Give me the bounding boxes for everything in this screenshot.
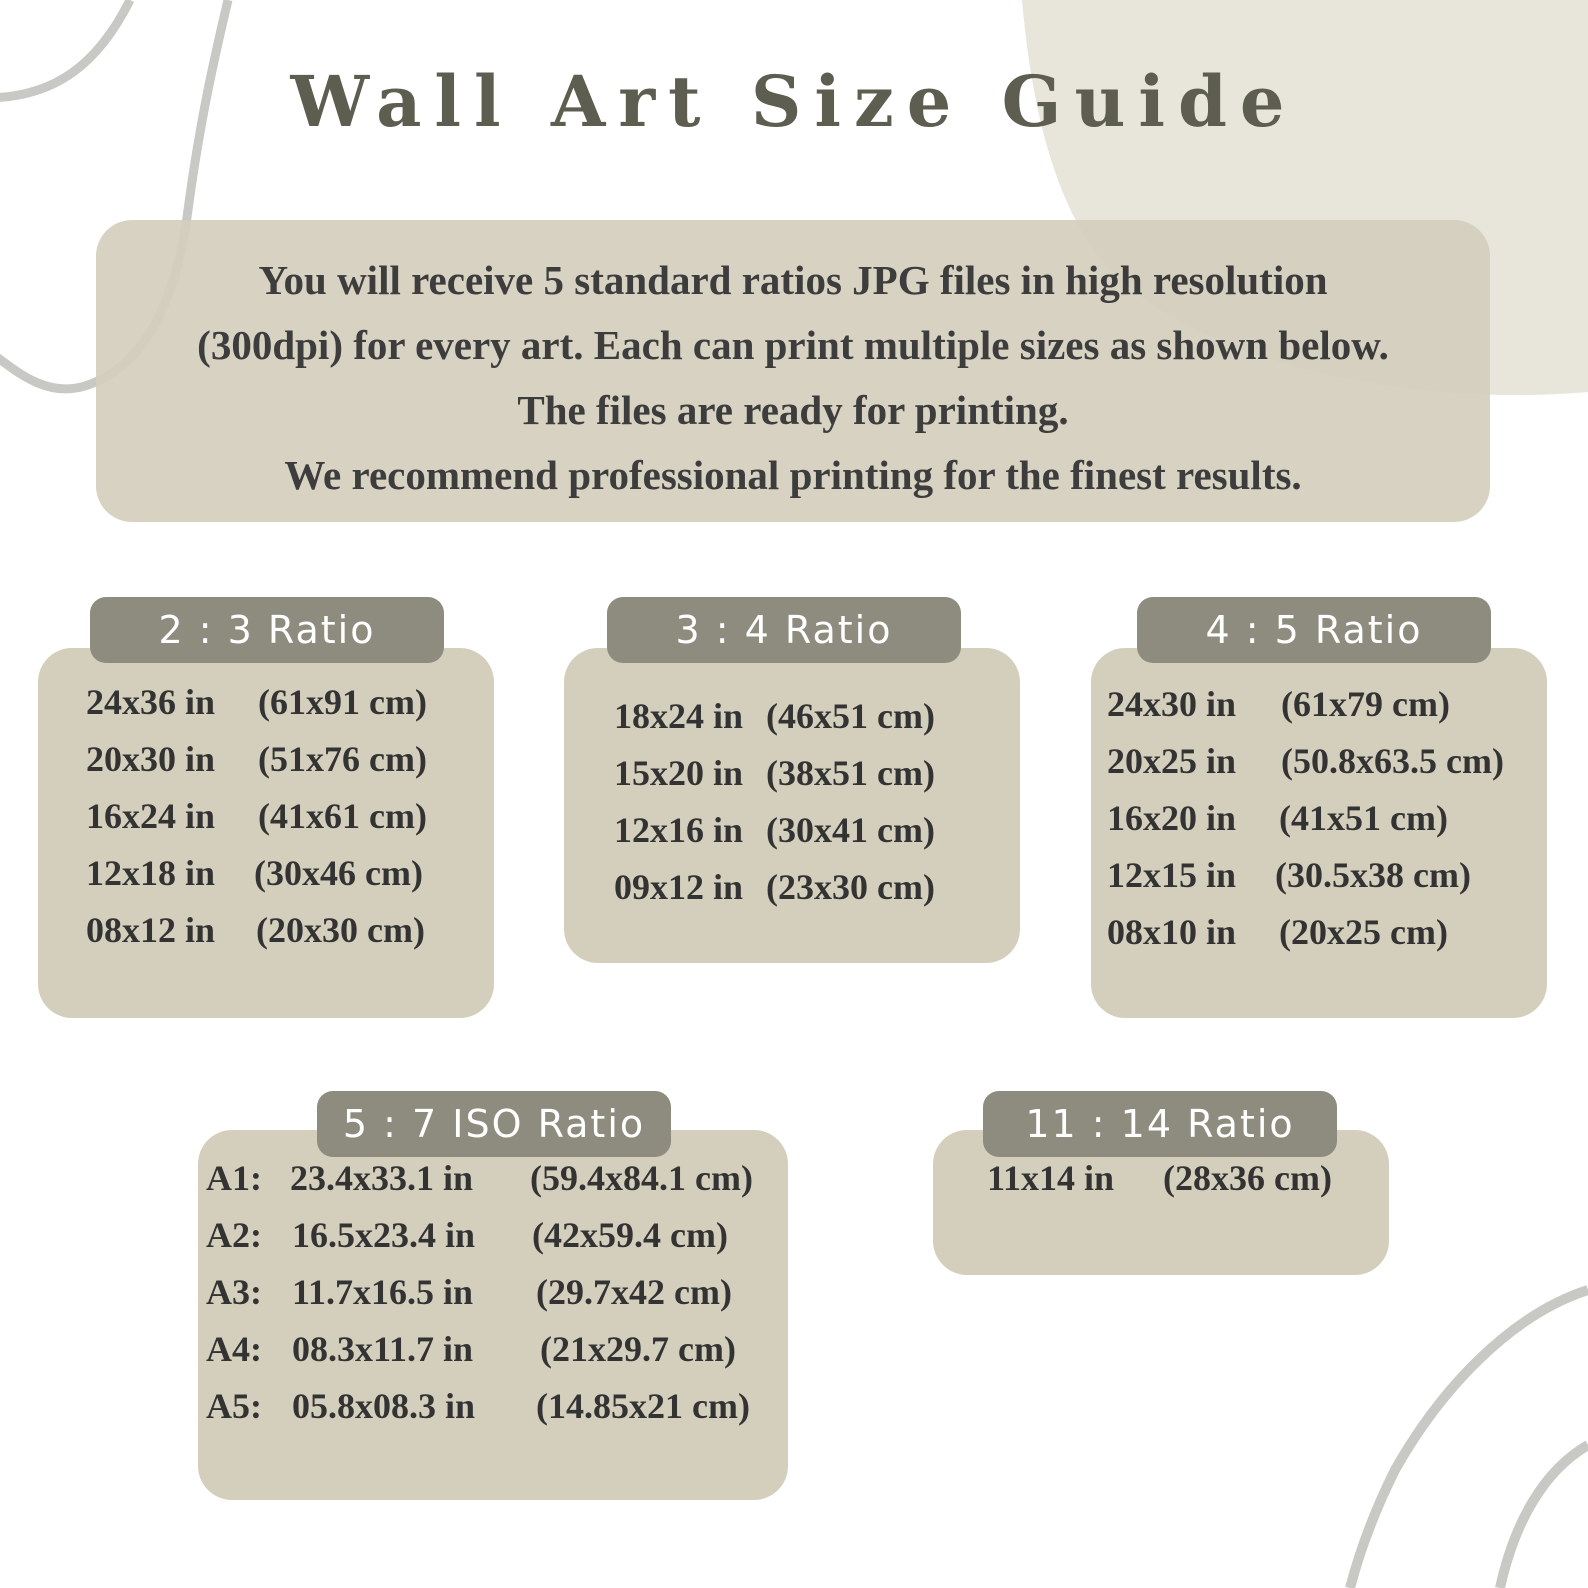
iso-size: A2:: [206, 1215, 262, 1255]
iso-size: A5:: [206, 1386, 262, 1426]
ratio-tab-3-4: 3 : 4 Ratio: [607, 597, 961, 663]
size-inches: 15x20 in: [614, 753, 744, 793]
size-cm: (50.8x63.5 cm): [1281, 741, 1504, 781]
size-inches: 11x14 in: [987, 1158, 1115, 1198]
size-inches: 16x24 in: [86, 796, 216, 836]
size-cm: (41x51 cm): [1279, 798, 1448, 838]
iso-size: A3:: [206, 1272, 262, 1312]
size-cm: (51x76 cm): [258, 739, 427, 779]
size-cm: (30x46 cm): [254, 853, 423, 893]
size-inches: 23.4x33.1 in: [290, 1158, 474, 1198]
intro-line: We recommend professional printing for the finest results.: [284, 452, 1302, 498]
size-cm: (14.85x21 cm): [536, 1386, 750, 1426]
iso-size: A4:: [206, 1329, 262, 1369]
size-inches: 09x12 in: [614, 867, 744, 907]
size-inches: 08x10 in: [1107, 912, 1237, 952]
size-inches: 20x25 in: [1107, 741, 1237, 781]
size-inches: 16x20 in: [1107, 798, 1237, 838]
size-cm: (20x30 cm): [256, 910, 425, 950]
intro-box: [96, 220, 1490, 522]
size-cm: (61x91 cm): [258, 682, 427, 722]
size-inches: 20x30 in: [86, 739, 216, 779]
size-cm: (59.4x84.1 cm): [530, 1158, 753, 1198]
page-title: Wall Art Size Guide: [290, 60, 1298, 143]
size-inches: 08x12 in: [86, 910, 216, 950]
ratio-card-3-4: [564, 648, 1020, 963]
ratio-tab-2-3: 2 : 3 Ratio: [90, 597, 444, 663]
size-cm: (41x61 cm): [258, 796, 427, 836]
size-inches: 16.5x23.4 in: [292, 1215, 476, 1255]
ratio-card-4-5: [1091, 648, 1547, 1018]
decor-curve-bottom-right: [1350, 1290, 1588, 1588]
size-cm: (30.5x38 cm): [1275, 855, 1471, 895]
size-cm: (38x51 cm): [766, 753, 935, 793]
decor-curve-bottom-right-inner: [1500, 1445, 1588, 1588]
ratio-tab-4-5: 4 : 5 Ratio: [1137, 597, 1491, 663]
size-inches: 08.3x11.7 in: [292, 1329, 474, 1369]
ratio-card-5-7-iso: [198, 1130, 788, 1500]
intro-line: (300dpi) for every art. Each can print multiple sizes as shown below.: [197, 322, 1389, 368]
size-inches: 05.8x08.3 in: [292, 1386, 476, 1426]
ratio-tab-11-14: 11 : 14 Ratio: [983, 1091, 1337, 1157]
ratio-card-2-3: [38, 648, 494, 1018]
size-cm: (23x30 cm): [766, 867, 935, 907]
size-inches: 12x16 in: [614, 810, 744, 850]
size-inches: 24x30 in: [1107, 684, 1237, 724]
size-inches: 24x36 in: [86, 682, 216, 722]
iso-size: A1:: [206, 1158, 262, 1198]
size-cm: (20x25 cm): [1279, 912, 1448, 952]
intro-line: You will receive 5 standard ratios JPG files in high resolution: [258, 257, 1328, 303]
size-cm: (46x51 cm): [766, 696, 935, 736]
intro-line: The files are ready for printing.: [517, 387, 1069, 433]
size-inches: 18x24 in: [614, 696, 744, 736]
ratio-tab-5-7-iso: 5 : 7 ISO Ratio: [317, 1091, 671, 1157]
size-cm: (30x41 cm): [766, 810, 935, 850]
size-inches: 12x18 in: [86, 853, 216, 893]
size-inches: 12x15 in: [1107, 855, 1237, 895]
size-inches: 11.7x16.5 in: [292, 1272, 474, 1312]
size-cm: (61x79 cm): [1281, 684, 1450, 724]
size-cm: (21x29.7 cm): [540, 1329, 736, 1369]
size-cm: (28x36 cm): [1163, 1158, 1332, 1198]
size-cm: (42x59.4 cm): [532, 1215, 728, 1255]
size-cm: (29.7x42 cm): [536, 1272, 732, 1312]
